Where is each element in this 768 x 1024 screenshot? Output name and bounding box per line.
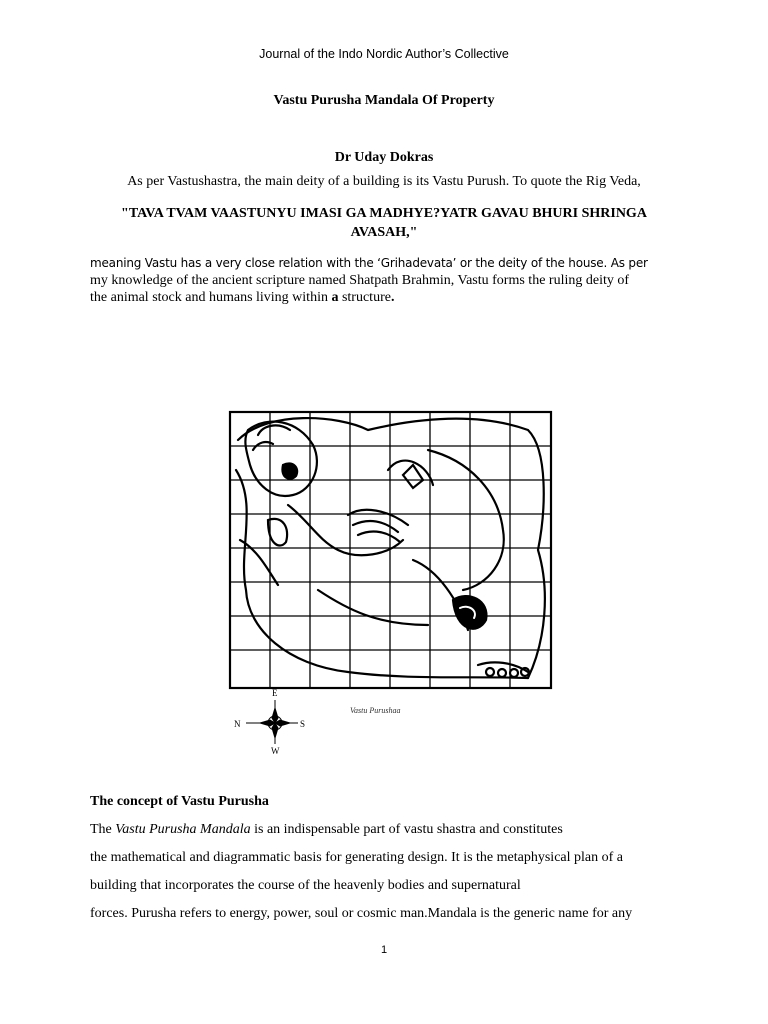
meaning-paragraph bbox=[90, 255, 690, 306]
body-line-3: building that incorporates the course of the heavenly bodies and supernatural bbox=[90, 878, 521, 893]
quote-line-1: "TAVA TVAM VAASTUNYU IMASI GA MADHYE?YATR GAVAU BHURI SHRINGA bbox=[121, 206, 647, 221]
journal-header: Journal of the Indo Nordic Author’s Collective bbox=[259, 47, 509, 61]
meaning-line-3 bbox=[90, 289, 690, 306]
compass-west-label: W bbox=[271, 746, 280, 756]
compass-south-label: S bbox=[300, 719, 306, 729]
compass-east-label: E bbox=[272, 688, 278, 698]
compass-rose bbox=[230, 686, 320, 758]
page-number: 1 bbox=[380, 944, 388, 956]
body-line-1-start: The bbox=[90, 822, 116, 837]
figure-caption: Vastu Purushaa bbox=[350, 706, 401, 715]
body-line-4: forces. Purusha refers to energy, power, soul or cosmic man.Mandala is the generic name for any bbox=[90, 906, 633, 921]
meaning-line-3-structure: structure bbox=[338, 290, 391, 305]
body-italic-term: Vastu Purusha Mandala bbox=[115, 822, 251, 837]
article-title: Vastu Purusha Mandala Of Property bbox=[273, 93, 495, 108]
meaning-line-1: meaning Vastu has a very close relation with the ‘Grihadevata’ or the deity of the house. As per bbox=[90, 256, 648, 270]
body-line-2: the mathematical and diagrammatic basis for generating design. It is the metaphysical plan of a bbox=[90, 850, 623, 865]
meaning-bold-period: . bbox=[390, 290, 395, 305]
meaning-line-3-text: the animal stock and humans living within bbox=[90, 290, 332, 305]
body-line-1-end: is an indispensable part of vastu shastra and constitutes bbox=[250, 822, 563, 837]
intro-paragraph: As per Vastushastra, the main deity of a building is its Vastu Purush. To quote the Rig Veda, bbox=[127, 174, 641, 189]
body-paragraph bbox=[90, 820, 690, 932]
rig-veda-quote bbox=[80, 204, 688, 242]
quote-line-2: AVASAH," bbox=[350, 225, 418, 240]
compass-north-label: N bbox=[234, 719, 241, 729]
author-name: Dr Uday Dokras bbox=[334, 150, 434, 165]
meaning-bold-a: a bbox=[331, 290, 339, 305]
body-line-1 bbox=[90, 820, 690, 848]
meaning-line-2: my knowledge of the ancient scripture named Shatpath Brahmin, Vastu forms the ruling deity of bbox=[90, 273, 630, 288]
compass-star-icon bbox=[246, 700, 298, 744]
section-heading: The concept of Vastu Purusha bbox=[90, 794, 269, 809]
vastu-purusha-figure bbox=[228, 410, 553, 690]
